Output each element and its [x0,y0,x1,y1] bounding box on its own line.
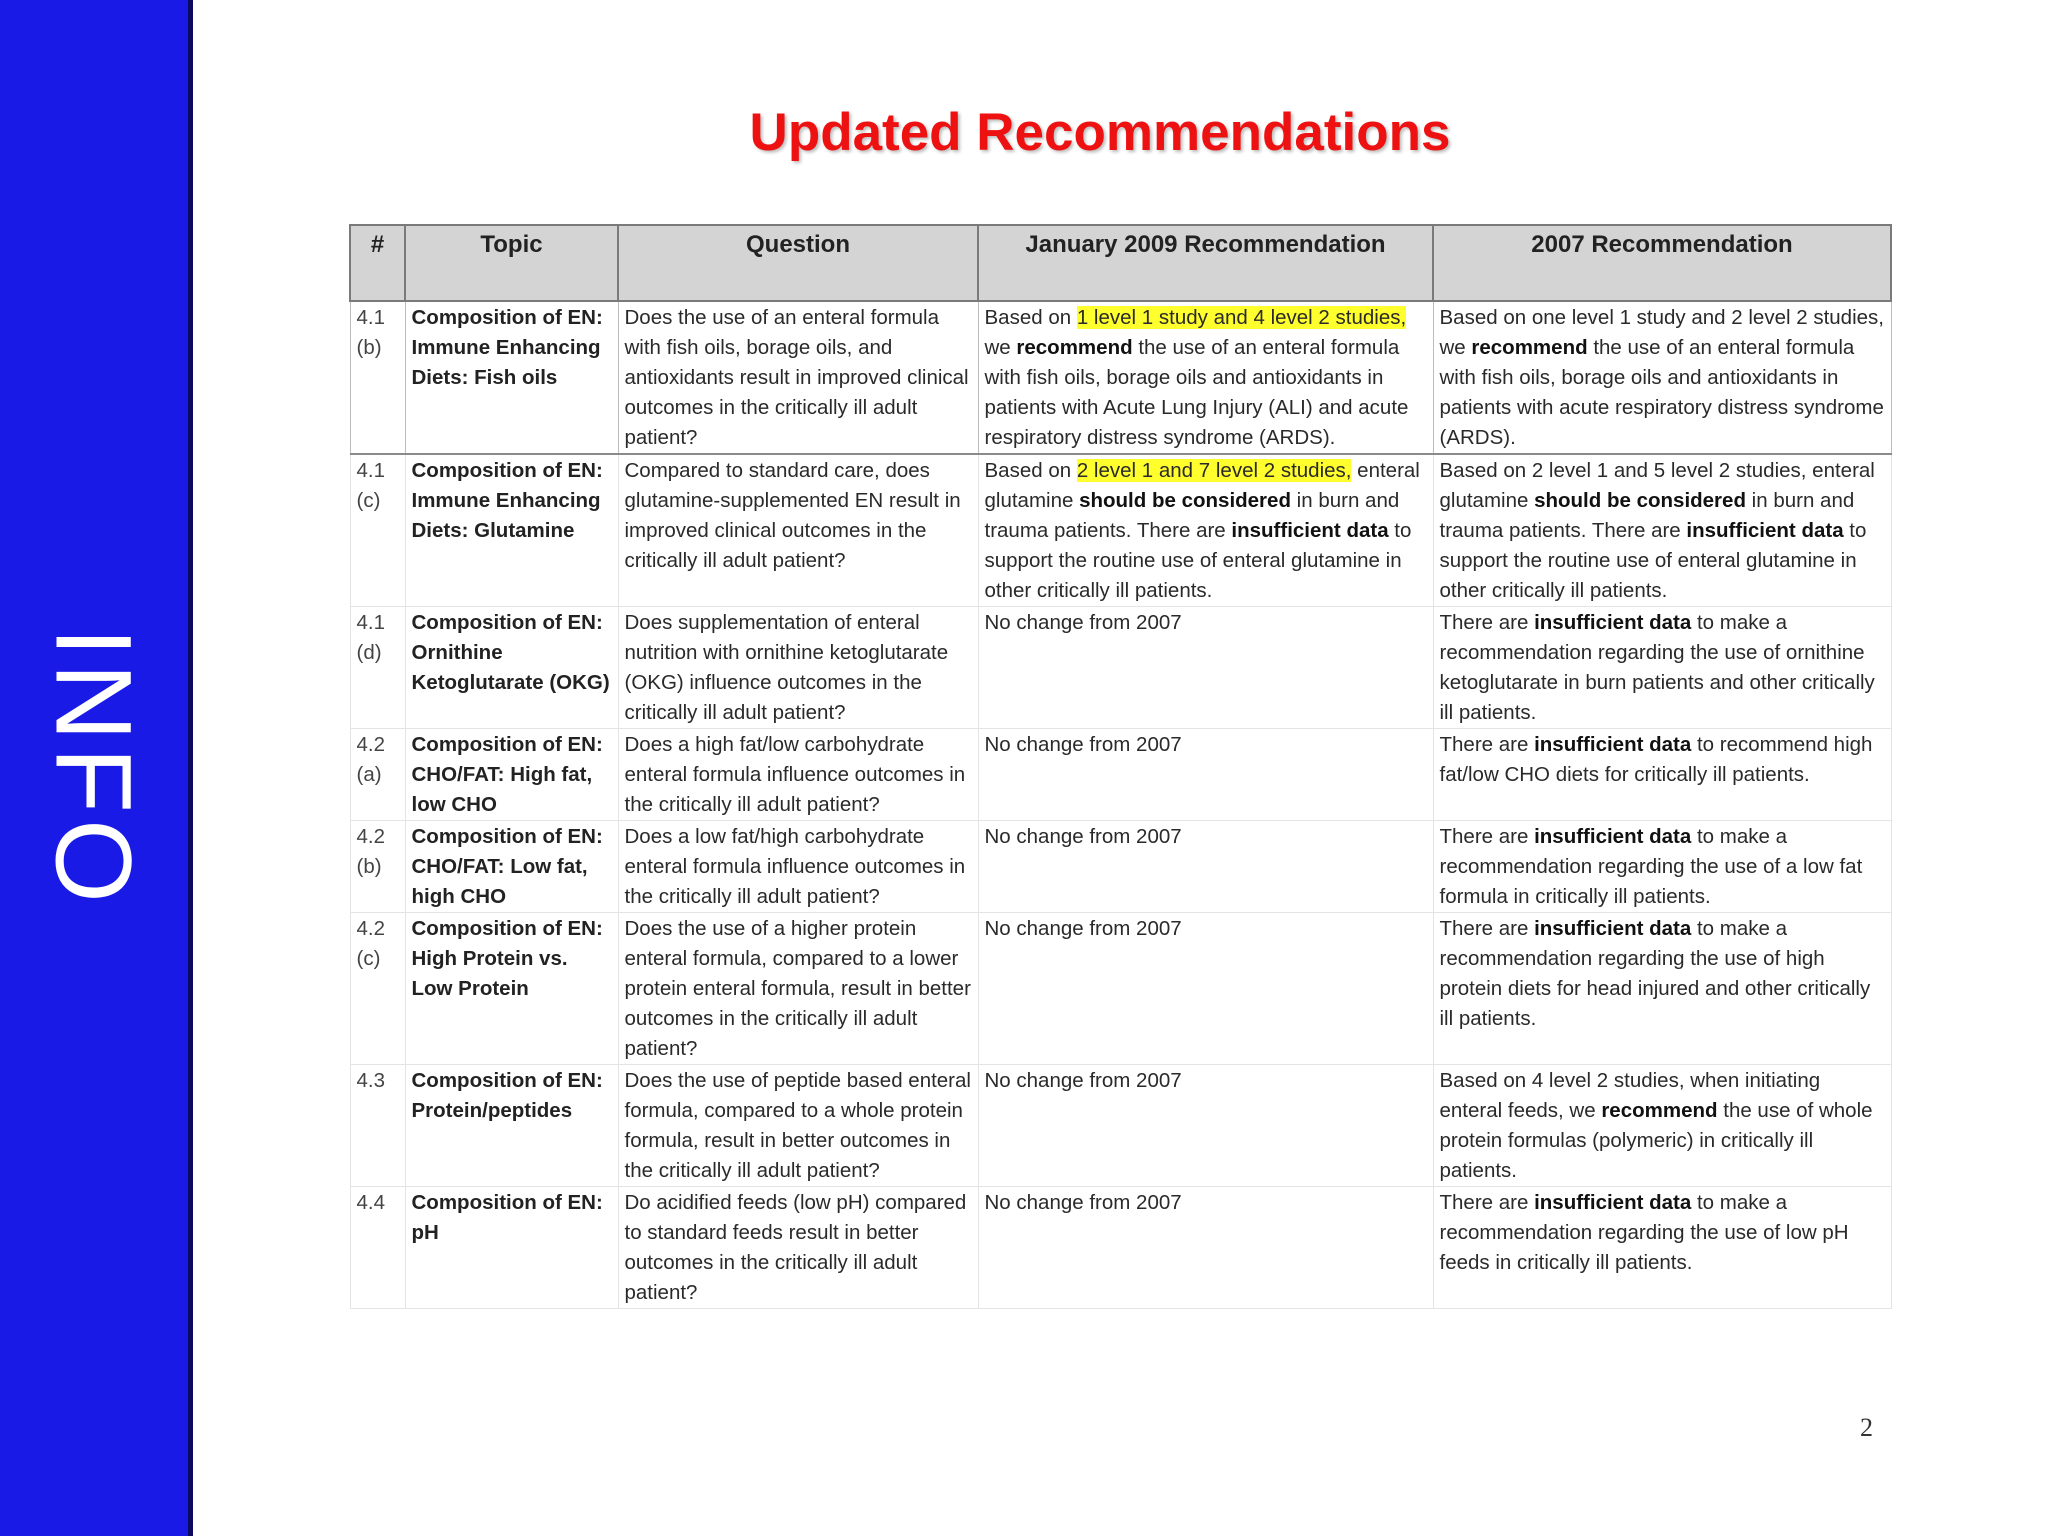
row-2009-recommendation: No change from 2007 [978,821,1433,913]
row-2009-recommendation: No change from 2007 [978,1187,1433,1309]
row-topic: Composition of EN: pH [405,1187,618,1309]
row-2009-recommendation: No change from 2007 [978,913,1433,1065]
page-number: 2 [1860,1413,1873,1442]
row-number: 4.4 [350,1187,405,1309]
table-row [350,1065,1891,1187]
row-number: 4.2 (a) [350,729,405,821]
row-question: Does supplementation of enteral nutrition with ornithine ketoglutarate (OKG) influence outcomes in the critically ill adult patient? [618,607,978,729]
row-question: Do acidified feeds (low pH) compared to standard feeds result in better outcomes in the critically ill adult patient? [618,1187,978,1309]
row-2009-recommendation: Based on 2 level 1 and 7 level 2 studies, enteral glutamine should be considered in burn and trauma patients. There are insufficient data to support the routine use of enteral glutamine in other critically ill patients. [978,454,1433,607]
row-number: 4.1 (b) [350,301,405,454]
row-2007-recommendation: There are insufficient data to make a recommendation regarding the use of low pH feeds in critically ill patients. [1433,1187,1891,1309]
header-topic: Topic [405,225,618,301]
row-2007-recommendation: There are insufficient data to make a recommendation regarding the use of high protein diets for head injured and other critically ill patients. [1433,913,1891,1065]
table-row [350,607,1891,729]
row-question: Does the use of an enteral formula with fish oils, borage oils, and antioxidants result in improved clinical outcomes in the critically ill adult patient? [618,301,978,454]
table-row [350,1187,1891,1309]
row-2009-recommendation: No change from 2007 [978,607,1433,729]
row-2009-recommendation: No change from 2007 [978,729,1433,821]
row-question: Does a low fat/high carbohydrate enteral formula influence outcomes in the critically ill adult patient? [618,821,978,913]
row-topic: Composition of EN: Ornithine Ketoglutarate (OKG) [405,607,618,729]
header-question: Question [618,225,978,301]
row-topic: Composition of EN: CHO/FAT: High fat, low CHO [405,729,618,821]
row-2007-recommendation: There are insufficient data to make a recommendation regarding the use of a low fat formula in critically ill patients. [1433,821,1891,913]
table-row [350,454,1891,607]
page-title: Updated Recommendations [749,103,1451,162]
row-topic: Composition of EN: Immune Enhancing Diets: Glutamine [405,454,618,607]
row-question: Does a high fat/low carbohydrate enteral formula influence outcomes in the critically ill adult patient? [618,729,978,821]
row-2007-recommendation: There are insufficient data to make a recommendation regarding the use of ornithine ketoglutarate in burn patients and other critically ill patients. [1433,607,1891,729]
row-2009-recommendation: No change from 2007 [978,1065,1433,1187]
row-2007-recommendation: There are insufficient data to recommend high fat/low CHO diets for critically ill patients. [1433,729,1891,821]
header-number: # [350,225,405,301]
row-topic: Composition of EN: CHO/FAT: Low fat, high CHO [405,821,618,913]
row-number: 4.1 (c) [350,454,405,607]
row-2007-recommendation: Based on 2 level 1 and 5 level 2 studies, enteral glutamine should be considered in burn and trauma patients. There are insufficient data to support the routine use of enteral glutamine in other critically ill patients. [1433,454,1891,607]
row-2009-recommendation: Based on 1 level 1 study and 4 level 2 studies, we recommend the use of an enteral formula with fish oils, borage oils and antioxidants in patients with Acute Lung Injury (ALI) and acute respiratory distress syndrome (ARDS). [978,301,1433,454]
sidebar-label: INFO [33,627,155,909]
row-number: 4.1 (d) [350,607,405,729]
table-row [350,301,1891,454]
header-2009-recommendation: January 2009 Recommendation [978,225,1433,301]
table-header-row [350,225,1891,301]
row-topic: Composition of EN: Protein/peptides [405,1065,618,1187]
row-number: 4.2 (c) [350,913,405,1065]
table-row [350,821,1891,913]
highlighted-evidence: 2 level 1 and 7 level 2 studies, [1076,459,1352,482]
row-topic: Composition of EN: High Protein vs. Low Protein [405,913,618,1065]
table-row [350,913,1891,1065]
recommendations-table [349,224,1892,1309]
row-question: Compared to standard care, does glutamine-supplemented EN result in improved clinical outcomes in the critically ill adult patient? [618,454,978,607]
table-row [350,729,1891,821]
row-number: 4.2 (b) [350,821,405,913]
row-topic: Composition of EN: Immune Enhancing Diets: Fish oils [405,301,618,454]
row-question: Does the use of peptide based enteral formula, compared to a whole protein formula, result in better outcomes in the critically ill adult patient? [618,1065,978,1187]
row-question: Does the use of a higher protein enteral formula, compared to a lower protein enteral formula, result in better outcomes in the critically ill adult patient? [618,913,978,1065]
header-2007-recommendation: 2007 Recommendation [1433,225,1891,301]
row-number: 4.3 [350,1065,405,1187]
row-2007-recommendation: Based on 4 level 2 studies, when initiating enteral feeds, we recommend the use of whole protein formulas (polymeric) in critically ill patients. [1433,1065,1891,1187]
sidebar [0,0,193,1536]
row-2007-recommendation: Based on one level 1 study and 2 level 2 studies, we recommend the use of an enteral formula with fish oils, borage oils and antioxidants in patients with acute respiratory distress syndrome (ARDS). [1433,301,1891,454]
highlighted-evidence: 1 level 1 study and 4 level 2 studies, [1076,306,1407,329]
